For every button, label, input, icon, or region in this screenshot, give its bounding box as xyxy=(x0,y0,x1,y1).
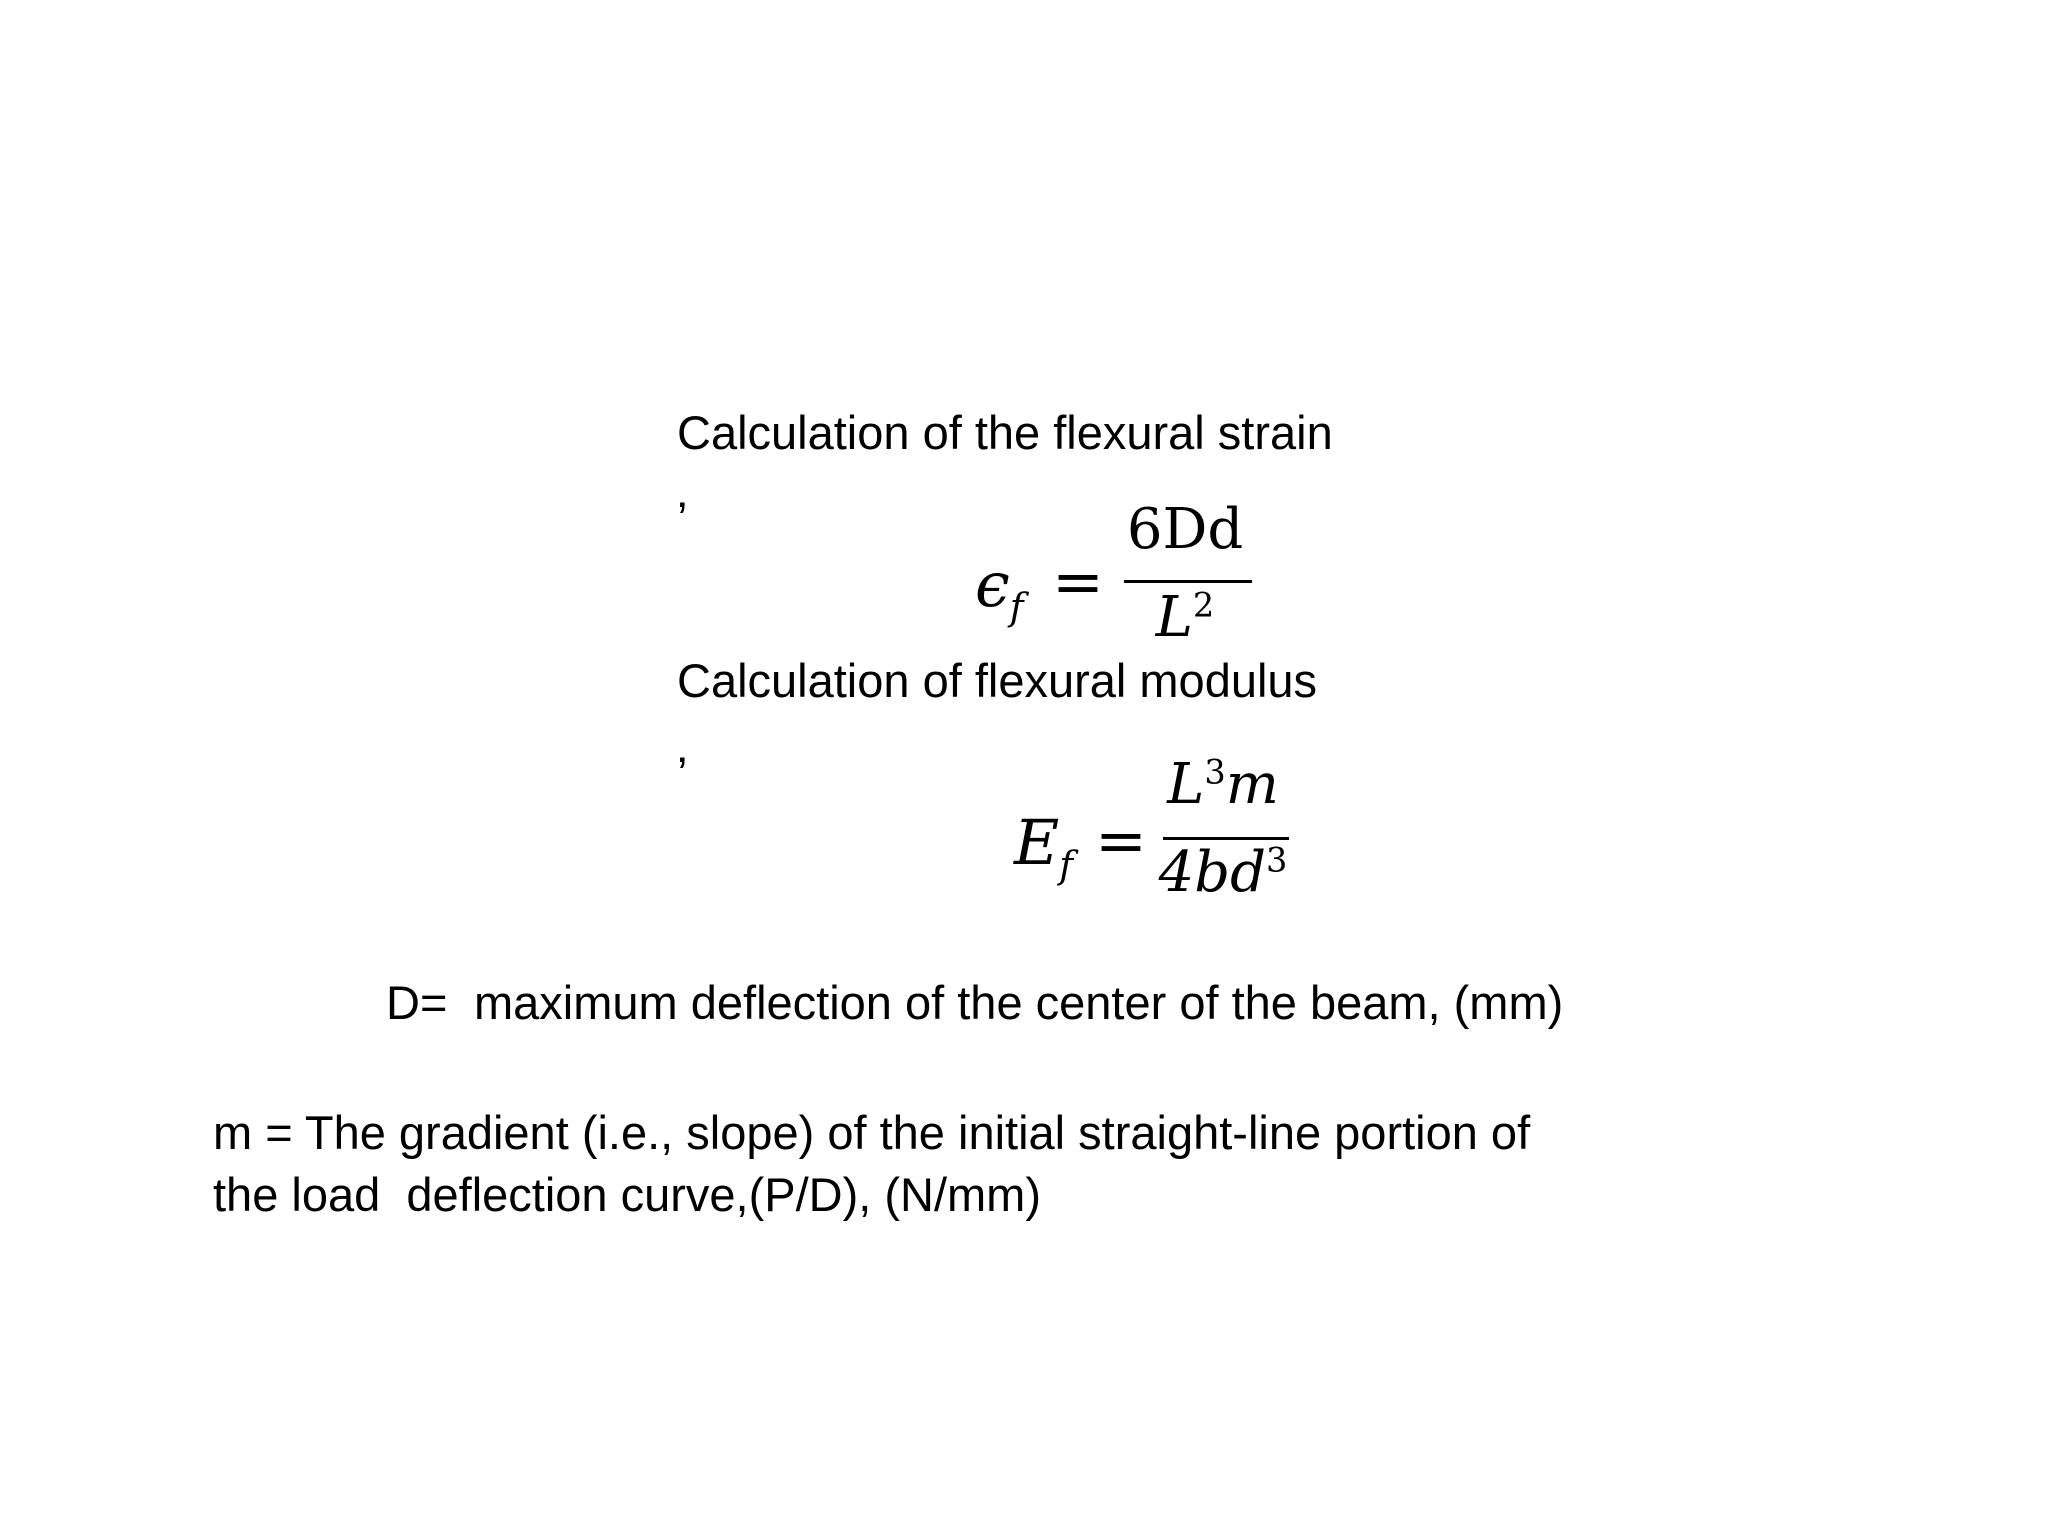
numerator-exponent: 3 xyxy=(1204,752,1226,792)
heading-flexural-modulus: Calculation of flexural modulus xyxy=(677,654,1318,707)
equation-numerator xyxy=(1158,752,1288,817)
equation-lhs xyxy=(1014,806,1073,886)
denominator-prefix: 4bd xyxy=(1158,840,1266,905)
denominator-exponent: 3 xyxy=(1265,840,1288,880)
modulus-symbol: E xyxy=(1014,806,1060,879)
stray-comma: ’ xyxy=(677,747,688,800)
fraction-bar xyxy=(1124,580,1252,583)
numerator-base: L xyxy=(1167,752,1205,817)
heading-flexural-strain: Calculation of the flexural strain xyxy=(677,406,1333,459)
stray-comma: ’ xyxy=(677,492,688,545)
definition-m-line1: m = The gradient (i.e., slope) of the initial straight-line portion of xyxy=(213,1106,1531,1159)
equation-lhs xyxy=(975,548,1024,628)
denominator-exponent: 2 xyxy=(1192,585,1215,625)
equals-sign: = xyxy=(1095,804,1147,877)
equals-sign: = xyxy=(1052,545,1104,618)
equation-denominator xyxy=(1120,585,1250,650)
definition-d-symbol: D= xyxy=(386,976,448,1029)
subscript: f xyxy=(1009,584,1024,629)
subscript: f xyxy=(1059,842,1074,887)
strain-symbol: ϵ xyxy=(975,548,1010,621)
equation-numerator: 6Dd xyxy=(1126,497,1244,562)
numerator-rest: m xyxy=(1225,752,1279,817)
definition-m xyxy=(213,1102,1713,1226)
definition-d-text: maximum deflection of the center of the beam, (mm) xyxy=(474,976,1564,1029)
equation-denominator xyxy=(1158,840,1288,905)
denominator-base: L xyxy=(1155,585,1193,650)
definition-m-line2: the load deflection curve,(P/D), (N/mm) xyxy=(213,1168,1041,1221)
